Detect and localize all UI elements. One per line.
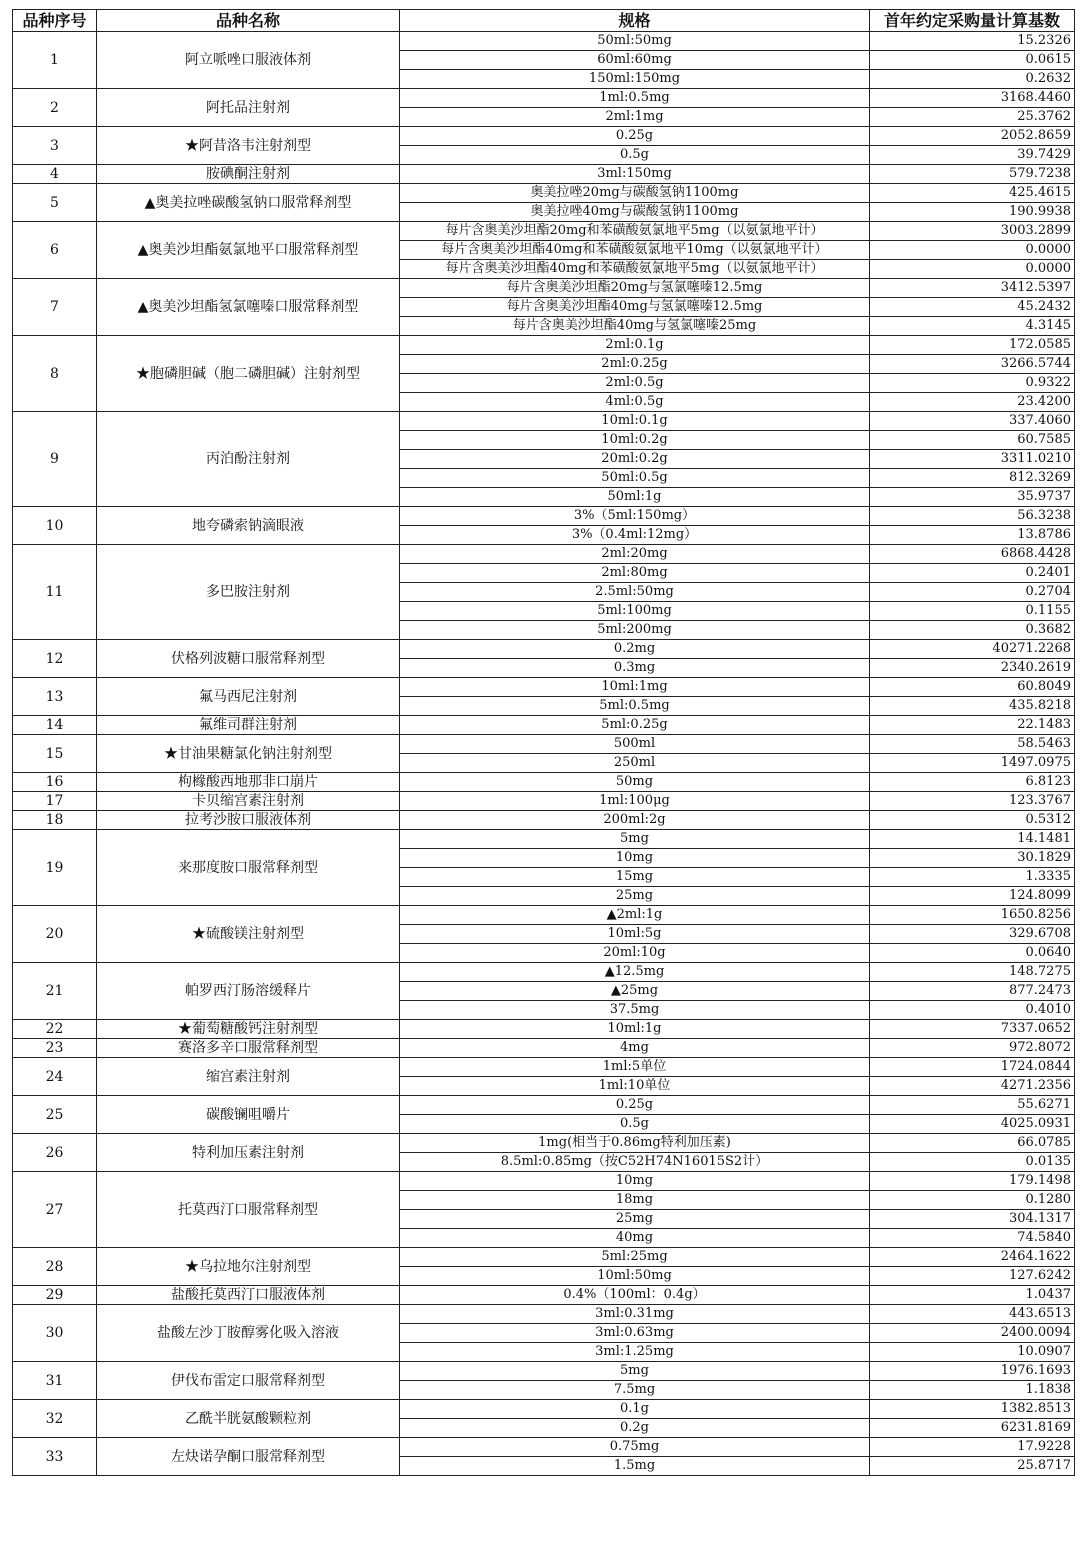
- spec-cell: 每片含奥美沙坦酯20mg与氢氯噻嗪12.5mg: [400, 279, 870, 298]
- base-value-cell: 304.1317: [870, 1210, 1075, 1229]
- base-value-cell: 13.8786: [870, 526, 1075, 545]
- base-value-cell: 1.0437: [870, 1286, 1075, 1305]
- base-value-cell: 972.8072: [870, 1039, 1075, 1058]
- base-value-cell: 2340.2619: [870, 659, 1075, 678]
- item-number: 24: [13, 1058, 97, 1096]
- item-name: 伊伐布雷定口服常释剂型: [97, 1362, 400, 1400]
- base-value-cell: 0.4010: [870, 1001, 1075, 1020]
- table-row: [13, 336, 1075, 355]
- item-name: 来那度胺口服常释剂型: [97, 830, 400, 906]
- base-value-cell: 55.6271: [870, 1096, 1075, 1115]
- base-value-cell: 0.5312: [870, 811, 1075, 830]
- item-name: 卡贝缩宫素注射剂: [97, 792, 400, 811]
- item-name: 胺碘酮注射剂: [97, 165, 400, 184]
- spec-cell: 每片含奥美沙坦酯40mg与氢氯噻嗪12.5mg: [400, 298, 870, 317]
- base-value-cell: 329.6708: [870, 925, 1075, 944]
- item-name: 缩宫素注射剂: [97, 1058, 400, 1096]
- spec-cell: ▲12.5mg: [400, 963, 870, 982]
- spec-cell: 10mg: [400, 849, 870, 868]
- base-value-cell: 58.5463: [870, 735, 1075, 754]
- table-row: [13, 1039, 1075, 1058]
- base-value-cell: 40271.2268: [870, 640, 1075, 659]
- item-number: 18: [13, 811, 97, 830]
- base-value-cell: 1.1838: [870, 1381, 1075, 1400]
- base-value-cell: 3266.5744: [870, 355, 1075, 374]
- base-value-cell: 148.7275: [870, 963, 1075, 982]
- base-value-cell: 0.0135: [870, 1153, 1075, 1172]
- item-name: ★胞磷胆碱（胞二磷胆碱）注射剂型: [97, 336, 400, 412]
- base-value-cell: 0.2401: [870, 564, 1075, 583]
- item-number: 2: [13, 89, 97, 127]
- base-value-cell: 6.8123: [870, 773, 1075, 792]
- base-value-cell: 6868.4428: [870, 545, 1075, 564]
- base-value-cell: 1976.1693: [870, 1362, 1075, 1381]
- item-name: 丙泊酚注射剂: [97, 412, 400, 507]
- spec-cell: 每片含奥美沙坦酯40mg与氢氯噻嗪25mg: [400, 317, 870, 336]
- spec-cell: 20ml:10g: [400, 944, 870, 963]
- spec-cell: 60ml:60mg: [400, 51, 870, 70]
- item-number: 19: [13, 830, 97, 906]
- base-value-cell: 1382.8513: [870, 1400, 1075, 1419]
- item-number: 33: [13, 1438, 97, 1476]
- item-name: ★乌拉地尔注射剂型: [97, 1248, 400, 1286]
- item-number: 32: [13, 1400, 97, 1438]
- table-row: [13, 773, 1075, 792]
- table-row: [13, 640, 1075, 659]
- base-value-cell: 4025.0931: [870, 1115, 1075, 1134]
- item-number: 9: [13, 412, 97, 507]
- item-name: 盐酸托莫西汀口服液体剂: [97, 1286, 400, 1305]
- spec-cell: 4mg: [400, 1039, 870, 1058]
- base-value-cell: 0.9322: [870, 374, 1075, 393]
- item-number: 26: [13, 1134, 97, 1172]
- spec-cell: 2ml:80mg: [400, 564, 870, 583]
- base-value-cell: 14.1481: [870, 830, 1075, 849]
- spec-cell: 50ml:1g: [400, 488, 870, 507]
- item-number: 30: [13, 1305, 97, 1362]
- spec-cell: 1ml:100μg: [400, 792, 870, 811]
- base-value-cell: 0.1155: [870, 602, 1075, 621]
- table-row: [13, 412, 1075, 431]
- base-value-cell: 35.9737: [870, 488, 1075, 507]
- item-name: 乙酰半胱氨酸颗粒剂: [97, 1400, 400, 1438]
- spec-cell: 0.2mg: [400, 640, 870, 659]
- item-name: ★甘油果糖氯化钠注射剂型: [97, 735, 400, 773]
- item-name: 碳酸镧咀嚼片: [97, 1096, 400, 1134]
- base-value-cell: 1650.8256: [870, 906, 1075, 925]
- item-number: 8: [13, 336, 97, 412]
- table-row: [13, 1305, 1075, 1324]
- spec-cell: 50ml:0.5g: [400, 469, 870, 488]
- spec-cell: 10ml:50mg: [400, 1267, 870, 1286]
- base-value-cell: 56.3238: [870, 507, 1075, 526]
- table-row: [13, 1362, 1075, 1381]
- spec-cell: 5mg: [400, 830, 870, 849]
- spec-cell: 5ml:200mg: [400, 621, 870, 640]
- table-row: [13, 127, 1075, 146]
- spec-cell: 3ml:1.25mg: [400, 1343, 870, 1362]
- spec-cell: 20ml:0.2g: [400, 450, 870, 469]
- spec-cell: 18mg: [400, 1191, 870, 1210]
- base-value-cell: 337.4060: [870, 412, 1075, 431]
- spec-cell: 5ml:25mg: [400, 1248, 870, 1267]
- base-value-cell: 127.6242: [870, 1267, 1075, 1286]
- table-row: [13, 1096, 1075, 1115]
- table-row: [13, 1020, 1075, 1039]
- item-number: 15: [13, 735, 97, 773]
- spec-cell: 3%（0.4ml:12mg）: [400, 526, 870, 545]
- spec-cell: 0.3mg: [400, 659, 870, 678]
- item-number: 28: [13, 1248, 97, 1286]
- item-number: 31: [13, 1362, 97, 1400]
- spec-cell: 40mg: [400, 1229, 870, 1248]
- base-value-cell: 17.9228: [870, 1438, 1075, 1457]
- base-value-cell: 435.8218: [870, 697, 1075, 716]
- base-value-cell: 1497.0975: [870, 754, 1075, 773]
- item-name: 拉考沙胺口服液体剂: [97, 811, 400, 830]
- item-number: 5: [13, 184, 97, 222]
- base-value-cell: 3003.2899: [870, 222, 1075, 241]
- table-row: [13, 906, 1075, 925]
- spec-cell: 7.5mg: [400, 1381, 870, 1400]
- table-row: [13, 1400, 1075, 1419]
- spec-cell: 2ml:0.1g: [400, 336, 870, 355]
- table-row: [13, 184, 1075, 203]
- item-number: 25: [13, 1096, 97, 1134]
- base-value-cell: 123.3767: [870, 792, 1075, 811]
- spec-cell: 0.25g: [400, 1096, 870, 1115]
- item-name: 氟维司群注射剂: [97, 716, 400, 735]
- base-value-cell: 60.7585: [870, 431, 1075, 450]
- item-name: 伏格列波糖口服常释剂型: [97, 640, 400, 678]
- spec-cell: 8.5ml:0.85mg（按C52H74N16015S2计）: [400, 1153, 870, 1172]
- item-number: 22: [13, 1020, 97, 1039]
- spec-cell: 2.5ml:50mg: [400, 583, 870, 602]
- base-value-cell: 0.2704: [870, 583, 1075, 602]
- spec-cell: 0.75mg: [400, 1438, 870, 1457]
- item-name: 阿托品注射剂: [97, 89, 400, 127]
- spec-cell: ▲2ml:1g: [400, 906, 870, 925]
- table-row: [13, 32, 1075, 51]
- header-base: 首年约定采购量计算基数: [870, 10, 1075, 32]
- table-row: [13, 1286, 1075, 1305]
- spec-cell: 5ml:0.5mg: [400, 697, 870, 716]
- item-name: 左炔诺孕酮口服常释剂型: [97, 1438, 400, 1476]
- item-number: 20: [13, 906, 97, 963]
- base-value-cell: 579.7238: [870, 165, 1075, 184]
- spec-cell: ▲25mg: [400, 982, 870, 1001]
- item-number: 16: [13, 773, 97, 792]
- base-value-cell: 443.6513: [870, 1305, 1075, 1324]
- item-number: 3: [13, 127, 97, 165]
- base-value-cell: 0.0000: [870, 241, 1075, 260]
- base-value-cell: 6231.8169: [870, 1419, 1075, 1438]
- base-value-cell: 0.3682: [870, 621, 1075, 640]
- header-no: 品种序号: [13, 10, 97, 32]
- spec-cell: 1ml:5单位: [400, 1058, 870, 1077]
- item-number: 4: [13, 165, 97, 184]
- spec-cell: 0.2g: [400, 1419, 870, 1438]
- spec-cell: 每片含奥美沙坦酯40mg和苯磺酸氨氯地平10mg（以氨氯地平计）: [400, 241, 870, 260]
- item-name: 氟马西尼注射剂: [97, 678, 400, 716]
- base-value-cell: 0.0615: [870, 51, 1075, 70]
- item-name: ▲奥美沙坦酯氨氯地平口服常释剂型: [97, 222, 400, 279]
- spec-cell: 1.5mg: [400, 1457, 870, 1476]
- base-value-cell: 1724.0844: [870, 1058, 1075, 1077]
- base-value-cell: 30.1829: [870, 849, 1075, 868]
- spec-cell: 15mg: [400, 868, 870, 887]
- spec-cell: 250ml: [400, 754, 870, 773]
- base-value-cell: 190.9938: [870, 203, 1075, 222]
- spec-cell: 每片含奥美沙坦酯40mg和苯磺酸氨氯地平5mg（以氨氯地平计）: [400, 260, 870, 279]
- spec-cell: 3ml:0.31mg: [400, 1305, 870, 1324]
- item-name: 特利加压素注射剂: [97, 1134, 400, 1172]
- item-number: 12: [13, 640, 97, 678]
- table-row: [13, 279, 1075, 298]
- base-value-cell: 15.2326: [870, 32, 1075, 51]
- spec-cell: 1mg(相当于0.86mg特利加压素): [400, 1134, 870, 1153]
- base-value-cell: 39.7429: [870, 146, 1075, 165]
- base-value-cell: 877.2473: [870, 982, 1075, 1001]
- base-value-cell: 3168.4460: [870, 89, 1075, 108]
- base-value-cell: 1.3335: [870, 868, 1075, 887]
- table-row: [13, 89, 1075, 108]
- table-row: [13, 1172, 1075, 1191]
- spec-cell: 37.5mg: [400, 1001, 870, 1020]
- spec-cell: 200ml:2g: [400, 811, 870, 830]
- spec-cell: 4ml:0.5g: [400, 393, 870, 412]
- spec-cell: 0.25g: [400, 127, 870, 146]
- spec-cell: 500ml: [400, 735, 870, 754]
- spec-cell: 10ml:1g: [400, 1020, 870, 1039]
- table-row: [13, 792, 1075, 811]
- base-value-cell: 25.3762: [870, 108, 1075, 127]
- base-value-cell: 172.0585: [870, 336, 1075, 355]
- base-value-cell: 22.1483: [870, 716, 1075, 735]
- header-spec: 规格: [400, 10, 870, 32]
- table-row: [13, 1438, 1075, 1457]
- item-number: 1: [13, 32, 97, 89]
- spec-cell: 25mg: [400, 887, 870, 906]
- spec-cell: 2ml:0.25g: [400, 355, 870, 374]
- spec-cell: 奥美拉唑20mg与碳酸氢钠1100mg: [400, 184, 870, 203]
- base-value-cell: 25.8717: [870, 1457, 1075, 1476]
- spec-cell: 奥美拉唑40mg与碳酸氢钠1100mg: [400, 203, 870, 222]
- item-number: 21: [13, 963, 97, 1020]
- spec-cell: 每片含奥美沙坦酯20mg和苯磺酸氨氯地平5mg（以氨氯地平计）: [400, 222, 870, 241]
- item-name: ▲奥美拉唑碳酸氢钠口服常释剂型: [97, 184, 400, 222]
- spec-cell: 2ml:0.5g: [400, 374, 870, 393]
- table-row: [13, 1248, 1075, 1267]
- spec-cell: 5ml:100mg: [400, 602, 870, 621]
- base-value-cell: 2400.0094: [870, 1324, 1075, 1343]
- spec-cell: 1ml:10单位: [400, 1077, 870, 1096]
- item-name: 盐酸左沙丁胺醇雾化吸入溶液: [97, 1305, 400, 1362]
- item-name: 阿立哌唑口服液体剂: [97, 32, 400, 89]
- table-row: [13, 165, 1075, 184]
- spec-cell: 0.5g: [400, 146, 870, 165]
- spec-cell: 10ml:1mg: [400, 678, 870, 697]
- item-name: ★葡萄糖酸钙注射剂型: [97, 1020, 400, 1039]
- table-row: [13, 507, 1075, 526]
- item-name: ★阿昔洛韦注射剂型: [97, 127, 400, 165]
- item-name: 托莫西汀口服常释剂型: [97, 1172, 400, 1248]
- spec-cell: 25mg: [400, 1210, 870, 1229]
- spec-cell: 2ml:20mg: [400, 545, 870, 564]
- base-value-cell: 4271.2356: [870, 1077, 1075, 1096]
- item-name: 多巴胺注射剂: [97, 545, 400, 640]
- spec-cell: 50ml:50mg: [400, 32, 870, 51]
- base-value-cell: 0.0000: [870, 260, 1075, 279]
- table-row: [13, 1058, 1075, 1077]
- table-row: [13, 1134, 1075, 1153]
- spec-cell: 10ml:0.2g: [400, 431, 870, 450]
- item-name: 枸橼酸西地那非口崩片: [97, 773, 400, 792]
- base-value-cell: 60.8049: [870, 678, 1075, 697]
- base-value-cell: 124.8099: [870, 887, 1075, 906]
- spec-cell: 3%（5ml:150mg）: [400, 507, 870, 526]
- base-value-cell: 179.1498: [870, 1172, 1075, 1191]
- table-row: [13, 716, 1075, 735]
- item-name: 赛洛多辛口服常释剂型: [97, 1039, 400, 1058]
- item-number: 17: [13, 792, 97, 811]
- spec-cell: 3ml:150mg: [400, 165, 870, 184]
- base-value-cell: 66.0785: [870, 1134, 1075, 1153]
- table-row: [13, 222, 1075, 241]
- base-value-cell: 3412.5397: [870, 279, 1075, 298]
- spec-cell: 5mg: [400, 1362, 870, 1381]
- base-value-cell: 0.2632: [870, 70, 1075, 89]
- base-value-cell: 7337.0652: [870, 1020, 1075, 1039]
- item-number: 11: [13, 545, 97, 640]
- base-value-cell: 0.1280: [870, 1191, 1075, 1210]
- spec-cell: 3ml:0.63mg: [400, 1324, 870, 1343]
- item-name: ★硫酸镁注射剂型: [97, 906, 400, 963]
- spec-cell: 5ml:0.25g: [400, 716, 870, 735]
- item-name: 地夸磷索钠滴眼液: [97, 507, 400, 545]
- table-row: [13, 830, 1075, 849]
- base-value-cell: 4.3145: [870, 317, 1075, 336]
- item-number: 7: [13, 279, 97, 336]
- item-number: 14: [13, 716, 97, 735]
- base-value-cell: 2464.1622: [870, 1248, 1075, 1267]
- base-value-cell: 23.4200: [870, 393, 1075, 412]
- item-number: 13: [13, 678, 97, 716]
- item-name: 帕罗西汀肠溶缓释片: [97, 963, 400, 1020]
- item-number: 27: [13, 1172, 97, 1248]
- header-name: 品种名称: [97, 10, 400, 32]
- item-number: 6: [13, 222, 97, 279]
- base-value-cell: 2052.8659: [870, 127, 1075, 146]
- item-number: 23: [13, 1039, 97, 1058]
- base-value-cell: 10.0907: [870, 1343, 1075, 1362]
- header-row: [13, 10, 1075, 32]
- spec-cell: 10ml:0.1g: [400, 412, 870, 431]
- spec-cell: 10mg: [400, 1172, 870, 1191]
- base-value-cell: 425.4615: [870, 184, 1075, 203]
- item-number: 10: [13, 507, 97, 545]
- base-value-cell: 812.3269: [870, 469, 1075, 488]
- spec-cell: 0.5g: [400, 1115, 870, 1134]
- item-number: 29: [13, 1286, 97, 1305]
- spec-cell: 0.1g: [400, 1400, 870, 1419]
- spec-cell: 2ml:1mg: [400, 108, 870, 127]
- spec-cell: 150ml:150mg: [400, 70, 870, 89]
- base-value-cell: 0.0640: [870, 944, 1075, 963]
- base-value-cell: 45.2432: [870, 298, 1075, 317]
- table-row: [13, 545, 1075, 564]
- table-row: [13, 678, 1075, 697]
- procurement-table: [12, 9, 1075, 1476]
- spec-cell: 50mg: [400, 773, 870, 792]
- spec-cell: 10ml:5g: [400, 925, 870, 944]
- spec-cell: 0.4%（100ml：0.4g）: [400, 1286, 870, 1305]
- base-value-cell: 74.5840: [870, 1229, 1075, 1248]
- base-value-cell: 3311.0210: [870, 450, 1075, 469]
- item-name: ▲奥美沙坦酯氢氯噻嗪口服常释剂型: [97, 279, 400, 336]
- table-row: [13, 811, 1075, 830]
- spec-cell: 1ml:0.5mg: [400, 89, 870, 108]
- table-row: [13, 735, 1075, 754]
- table-row: [13, 963, 1075, 982]
